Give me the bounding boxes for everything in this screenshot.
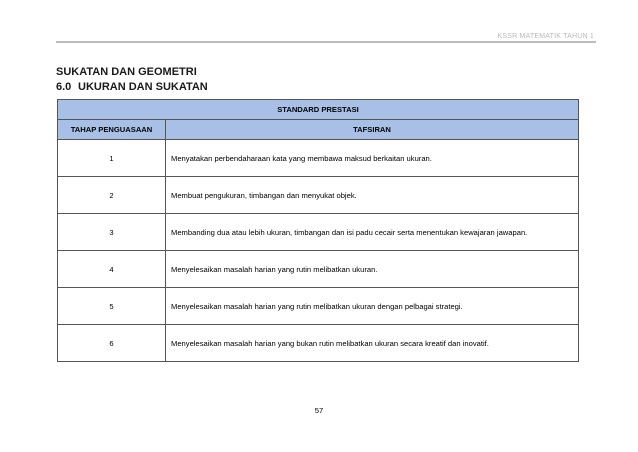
page-number: 57 [314, 406, 324, 415]
section-name: UKURAN DAN SUKATAN [78, 81, 208, 93]
level-cell: 3 [58, 214, 166, 251]
interpretation-cell: Menyelesaikan masalah harian yang rutin melibatkan ukuran. [166, 251, 579, 288]
level-cell: 6 [58, 325, 166, 362]
column-header-interpretation: TAFSIRAN [166, 120, 579, 140]
table-row [58, 140, 579, 177]
table-caption-row [58, 100, 579, 120]
level-cell: 2 [58, 177, 166, 214]
level-cell: 5 [58, 288, 166, 325]
table-row [58, 177, 579, 214]
table-row [58, 214, 579, 251]
level-cell: 1 [58, 140, 166, 177]
section-number: 6.0 [56, 81, 72, 93]
table-row [58, 288, 579, 325]
column-header-level: TAHAP PENGUASAAN [58, 120, 166, 140]
section-title [56, 81, 208, 93]
interpretation-cell: Membuat pengukuran, timbangan dan menyukat objek. [166, 177, 579, 214]
interpretation-cell: Menyelesaikan masalah harian yang bukan rutin melibatkan ukuran secara kreatif dan inovatif. [166, 325, 579, 362]
table-caption: STANDARD PRESTASI [58, 100, 579, 120]
running-header: KSSR MATEMATIK TAHUN 1 [497, 33, 594, 40]
table-row [58, 251, 579, 288]
page-title: SUKATAN DAN GEOMETRI [56, 66, 197, 78]
performance-standard-table [57, 99, 579, 362]
interpretation-cell: Membanding dua atau lebih ukuran, timbangan dan isi padu cecair serta menentukan kewajaran jawapan. [166, 214, 579, 251]
table-row [58, 325, 579, 362]
table-header-row [58, 120, 579, 140]
interpretation-cell: Menyelesaikan masalah harian yang rutin melibatkan ukuran dengan pelbagai strategi. [166, 288, 579, 325]
level-cell: 4 [58, 251, 166, 288]
interpretation-cell: Menyatakan perbendaharaan kata yang membawa maksud berkaitan ukuran. [166, 140, 579, 177]
header-divider [56, 41, 596, 43]
